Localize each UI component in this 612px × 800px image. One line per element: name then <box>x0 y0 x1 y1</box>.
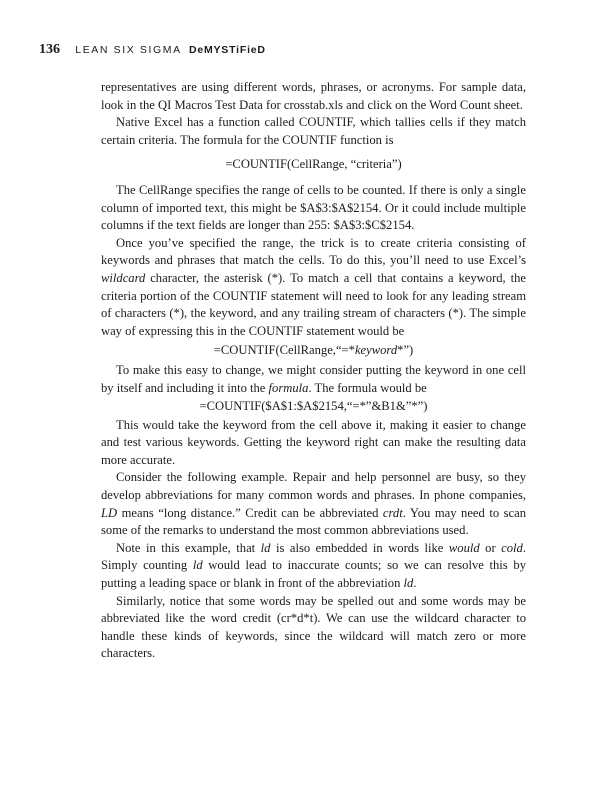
paragraph-4-emphasis: wildcard <box>101 270 146 285</box>
paragraph-8-text-e: would lead to inaccurate counts; so we can resolve this by putting a leading space or blank in front of the abbreviation <box>101 558 526 591</box>
paragraph-8-emphasis-5: ld <box>403 576 414 591</box>
paragraph-5-text-a: To make this easy to change, we might consider putting the keyword in one cell by itself and including it into the <box>101 362 526 395</box>
formula-2-part-b: *”) <box>397 343 414 358</box>
paragraph-7-text-a: Consider the following example. Repair and help personnel are busy, so they develop abbreviations for many common words and phrases. In phone companies, <box>101 470 526 503</box>
paragraph-2: Native Excel has a function called COUNTIF, which tallies cells if they match certain criteria. The formula for the COUNTIF function is <box>101 115 526 147</box>
paragraph-3: The CellRange specifies the range of cells to be counted. If there is only a single column of imported text, this might be $A$3:$A$2154. Or it could include multiple columns if the text fields are longer than 255: $A$3:$C$2154. <box>101 182 526 233</box>
formula-countif-basic: =COUNTIF(CellRange, “criteria”) <box>225 157 402 172</box>
paragraph-8 <box>101 540 526 593</box>
formula-2-keyword: keyword <box>354 343 398 358</box>
paragraph-8-text-c: or <box>479 540 502 555</box>
running-header <box>39 41 266 58</box>
formula-countif-keyword <box>101 342 526 360</box>
paragraph-7-text-c: . You may need to scan some of the remarks to understand the most common abbreviations used. <box>101 505 527 538</box>
paragraph-6: This would take the keyword from the cell above it, making it easier to change and test various keywords. Getting the keyword right can make the resulting data more accurate. <box>101 417 526 467</box>
paragraph-8-text-a: Note in this example, that <box>116 540 261 555</box>
paragraph-8-emphasis-4: ld <box>192 558 203 573</box>
page-body <box>101 79 526 663</box>
book-title-styled: DeMYSTiFieD <box>188 44 266 56</box>
formula-2-part-a: =COUNTIF(CellRange,“=* <box>213 343 355 358</box>
paragraph-7-emphasis-ld: LD <box>101 505 118 520</box>
paragraph-4 <box>101 235 526 341</box>
paragraph-8-text-b: is also embedded in words like <box>270 540 449 555</box>
paragraph-8-emphasis-2: would <box>448 540 480 555</box>
paragraph-8-emphasis-3: cold <box>501 540 523 555</box>
paragraph-8-emphasis-1: ld <box>260 540 271 555</box>
formula-countif-cellref: =COUNTIF($A$1:$A$2154,“=*”&B1&”*”) <box>199 399 428 414</box>
paragraph-9: Similarly, notice that some words may be spelled out and some words may be abbreviated like the word credit (cr*d*t). We can use the wildcard character to handle these kinds of keywords, since the wildcard will match zero or more characters. <box>101 593 526 661</box>
paragraph-7-text-b: means “long distance.” Credit can be abbreviated <box>117 505 383 520</box>
book-title: LEAN SIX SIGMA <box>75 44 182 56</box>
paragraph-8-text-d: . Simply counting <box>101 540 527 573</box>
paragraph-1: representatives are using different words, phrases, or acronyms. For sample data, look in the QI Macros Test Data for crosstab.xls and click on the Word Count sheet. <box>101 80 526 112</box>
paragraph-8-text-f: . <box>413 576 417 591</box>
paragraph-4-text-a: Once you’ve specified the range, the trick is to create criteria consisting of keywords and phrases that match the cells. To do this, you’ll need to use Excel’s <box>101 235 526 268</box>
paragraph-7-emphasis-crdt: crdt <box>382 505 403 520</box>
paragraph-5-emphasis: formula <box>268 380 309 395</box>
paragraph-4-text-b: character, the asterisk (*). To match a cell that contains a keyword, the criteria portion of the COUNTIF statement will need to look for any leading stream of characters (*), the keyword, and any trailing stream of characters (*). The simple way of expressing this in the COUNTIF statement would be <box>101 270 526 338</box>
paragraph-7 <box>101 469 526 539</box>
page-number: 136 <box>39 42 60 57</box>
paragraph-5 <box>101 362 526 397</box>
paragraph-5-text-b: . The formula would be <box>308 380 427 395</box>
